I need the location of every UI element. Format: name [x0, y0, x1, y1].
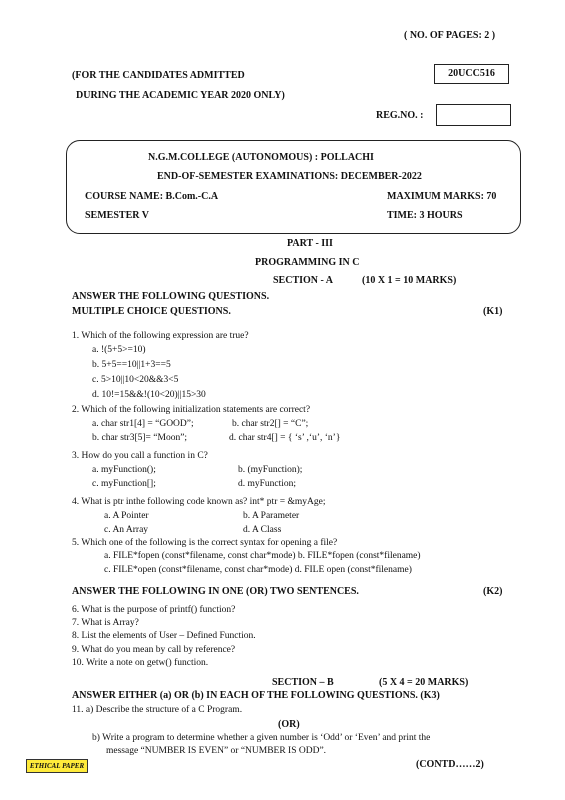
question-11b-line-2: message “NUMBER IS EVEN” or “NUMBER IS ODD”. [106, 746, 327, 756]
part-title: PART - III [287, 238, 333, 249]
page-count: ( NO. OF PAGES: 2 ) [404, 30, 496, 41]
paper-code: 20UCC516 [448, 68, 495, 79]
question-11b-line-1: b) Write a program to determine whether a given number is ‘Odd’ or ‘Even’ and print the [92, 733, 431, 743]
q1-option-c: c. 5>10||10<20&&3<5 [92, 375, 179, 385]
continued-note: (CONTD……2) [416, 759, 484, 770]
section-b-title: SECTION – B [272, 677, 334, 688]
short-answer-instruction: ANSWER THE FOLLOWING IN ONE (OR) TWO SENTENCES. [72, 586, 359, 597]
college-name: N.G.M.COLLEGE (AUTONOMOUS) : POLLACHI [148, 152, 374, 163]
question-9: 9. What do you mean by call by reference? [72, 645, 236, 655]
q4-option-b: b. A Parameter [243, 511, 300, 521]
k1-level: (K1) [483, 306, 503, 317]
q3-option-d: d. myFunction; [238, 479, 297, 489]
subject-title: PROGRAMMING IN C [255, 257, 360, 268]
q2-option-a: a. char str1[4] = “GOOD”; [92, 419, 194, 429]
question-2: 2. Which of the following initialization statements are correct? [72, 405, 311, 415]
question-11a: 11. a) Describe the structure of a C Program. [72, 705, 243, 715]
question-10: 10. Write a note on getw() function. [72, 658, 209, 668]
mcq-instruction: MULTIPLE CHOICE QUESTIONS. [72, 306, 231, 317]
q1-option-d: d. 10!=15&&!(10<20)||15>30 [92, 390, 206, 400]
q4-option-a: a. A Pointer [104, 511, 149, 521]
question-6: 6. What is the purpose of printf() function? [72, 605, 236, 615]
paper-code-box [434, 64, 509, 84]
q5-options-cd: c. FILE*open (const*filename, const char*mode) d. FILE open (const*filename) [104, 565, 412, 575]
question-7: 7. What is Array? [72, 618, 139, 628]
reg-no-label: REG.NO. : [376, 110, 424, 121]
candidates-line-2: DURING THE ACADEMIC YEAR 2020 ONLY) [76, 90, 285, 101]
section-a-title: SECTION - A [273, 275, 334, 286]
question-1: 1. Which of the following expression are true? [72, 331, 249, 341]
candidates-line-1: (FOR THE CANDIDATES ADMITTED [72, 70, 245, 81]
reg-no-field[interactable] [436, 104, 511, 126]
q3-option-b: b. (myFunction); [238, 465, 303, 475]
question-4: 4. What is ptr inthe following code known as? int* ptr = &myAge; [72, 497, 326, 507]
k2-level: (K2) [483, 586, 503, 597]
q1-option-b: b. 5+5==10||1+3==5 [92, 360, 171, 370]
section-b-instruction: ANSWER EITHER (a) OR (b) IN EACH OF THE FOLLOWING QUESTIONS. (K3) [72, 690, 440, 701]
section-a-marks: (10 X 1 = 10 MARKS) [362, 275, 457, 286]
q3-option-a: a. myFunction(); [92, 465, 156, 475]
question-5: 5. Which one of the following is the correct syntax for opening a file? [72, 538, 338, 548]
q2-option-c: b. char str3[5]= “Moon”; [92, 433, 188, 443]
max-marks: MAXIMUM MARKS: 70 [387, 191, 497, 202]
q2-option-b: b. char str2[] = “C”; [232, 419, 309, 429]
section-b-marks: (5 X 4 = 20 MARKS) [379, 677, 469, 688]
or-separator: (OR) [278, 719, 300, 730]
q3-option-c: c. myFunction[]; [92, 479, 156, 489]
q1-option-a: a. !(5+5>=10) [92, 345, 146, 355]
q4-option-d: d. A Class [243, 525, 282, 535]
ethical-paper-tag: ETHICAL PAPER [26, 759, 88, 773]
exam-time: TIME: 3 HOURS [387, 210, 463, 221]
question-8: 8. List the elements of User – Defined Function. [72, 631, 256, 641]
exam-title: END-OF-SEMESTER EXAMINATIONS: DECEMBER-2022 [157, 171, 422, 182]
semester: SEMESTER V [85, 210, 150, 221]
q2-option-d: d. char str4[] = { ‘s’ ,‘u’, ‘n’} [229, 433, 341, 443]
q4-option-c: c. An Array [104, 525, 149, 535]
question-3: 3. How do you call a function in C? [72, 451, 208, 461]
q5-options-ab: a. FILE*fopen (const*filename, const char*mode) b. FILE*fopen (const*filename) [104, 551, 421, 561]
section-a-instruction: ANSWER THE FOLLOWING QUESTIONS. [72, 291, 270, 302]
course-name: COURSE NAME: B.Com.-C.A [85, 191, 219, 202]
